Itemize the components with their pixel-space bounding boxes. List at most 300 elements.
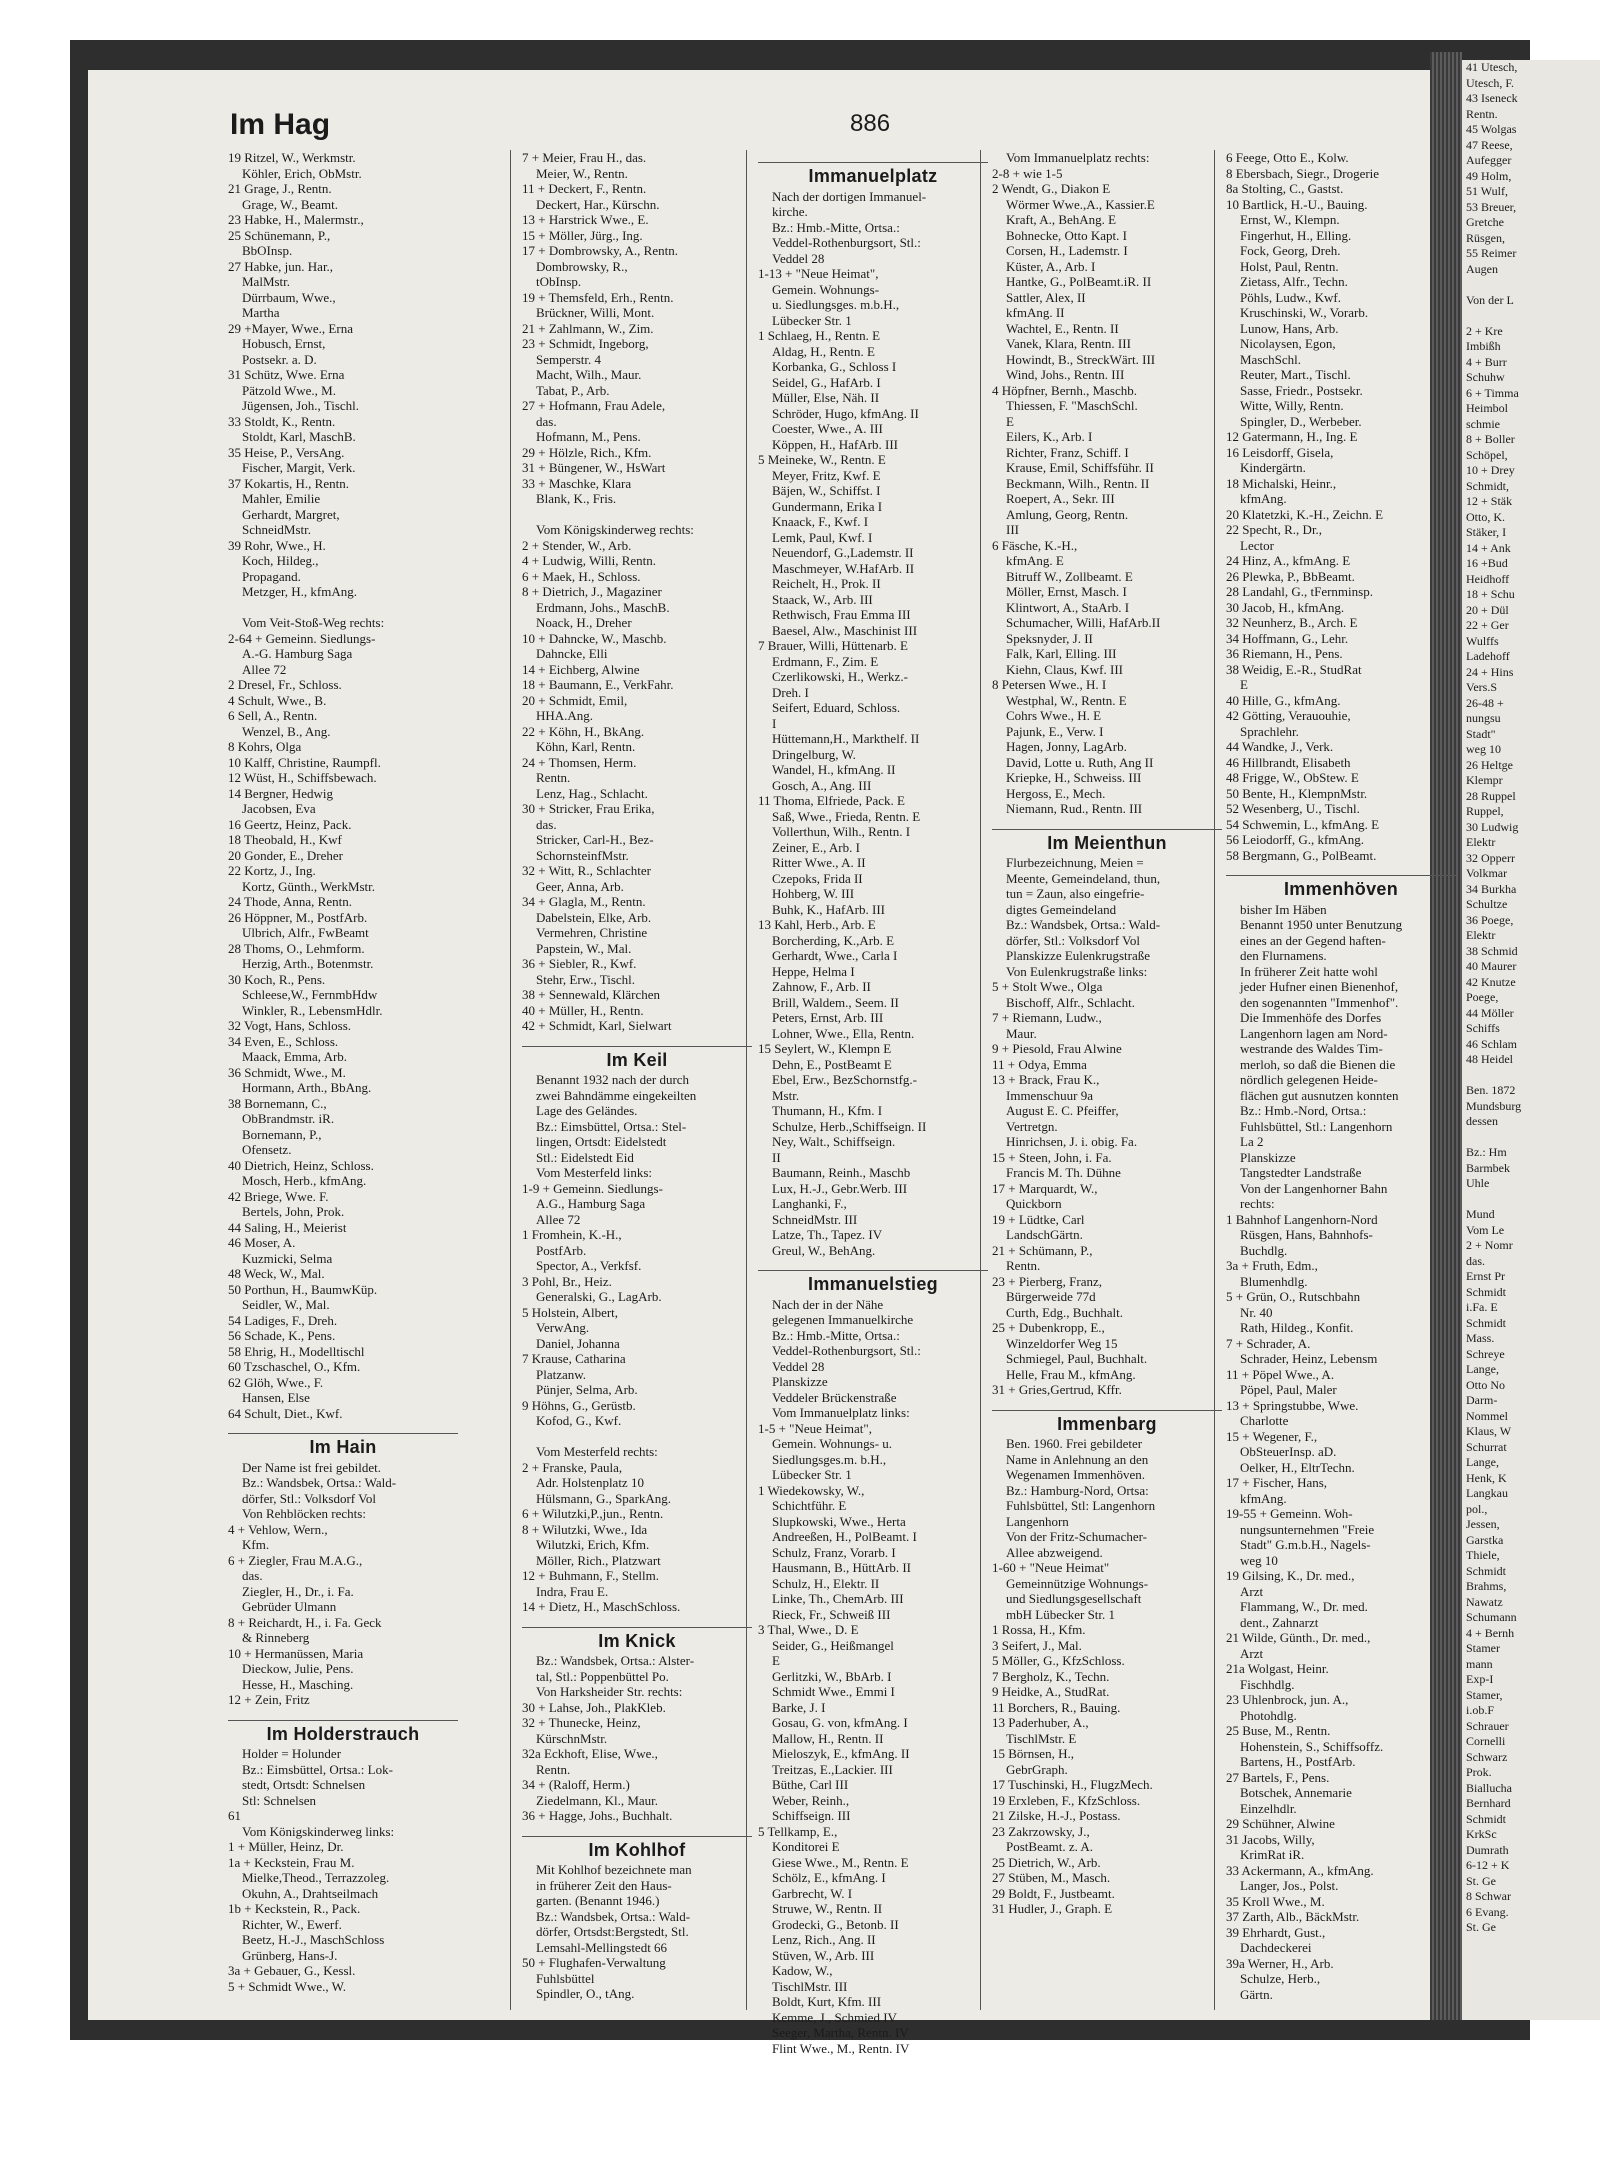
directory-entry: Weber, Reinh., [772,1792,850,1808]
directory-entry: 39 Ehrhardt, Gust., [1226,1924,1326,1940]
directory-entry: Dehn, E., PostBeamt E [772,1056,892,1072]
directory-entry: Heppe, Helma I [772,963,855,979]
next-page-fragment: pol., [1466,1501,1488,1516]
directory-entry: Vollerthun, Wilh., Rentn. I [772,824,911,839]
directory-entry: Grünberg, Hans-J. [242,1947,338,1963]
directory-entry: 44 Saling, H., Meierist [228,1219,347,1235]
directory-entry: Dürrbaum, Wwe., [242,289,336,305]
directory-entry: Holder = Holunder [242,1746,342,1761]
directory-entry: Kriepke, H., Schweiss. III [1006,770,1142,785]
directory-entry: Korbanka, G., Schloss I [772,359,897,374]
directory-entry: Spector, A., Verkfsf. [536,1258,642,1273]
directory-entry: Thumann, H., Kfm. I [772,1103,883,1118]
directory-entry: 48 Weck, W., Mal. [228,1266,325,1281]
directory-entry: Spingler, D., Werbeber. [1240,413,1362,429]
directory-entry: Kindergärtn. [1240,460,1306,475]
directory-entry: 33 Stoldt, K., Rentn. [228,413,336,429]
directory-entry: Bz.: Hmb.-Mitte, Ortsa.: [772,1327,900,1343]
directory-entry: Allee 72 [242,661,287,677]
directory-entry: Richter, Franz, Schiff. I [1006,444,1129,460]
directory-entry: Ritter Wwe., A. II [772,855,866,870]
directory-entry: Fingerhut, H., Elling. [1240,227,1352,243]
directory-entry: Hülsmann, G., SparkAng. [536,1490,672,1506]
directory-entry: Peters, Ernst, Arb. III [772,1010,884,1025]
directory-entry: 1-60 + "Neue Heimat" [992,1560,1110,1575]
column-2 [522,150,752,2010]
directory-entry: tun = Zaun, also eingefrie- [1006,886,1145,901]
directory-entry: 8 + Wilutzki, Wwe., Ida [522,1521,648,1537]
directory-entry: 54 Ladiges, F., Dreh. [228,1312,338,1328]
directory-entry: Veddel-Rothenburgsort, Stl.: [772,1343,921,1358]
directory-entry: Dabelstein, Elke, Arb. [536,909,652,925]
directory-entry: dörfer, Ortsdst:Bergstedt, Stl. [536,1924,689,1939]
directory-entry: Veddeler Brückenstraße [772,1389,897,1405]
directory-entry: Gundermann, Erika I [772,498,883,514]
next-page-fragment: i.Fa. E [1466,1300,1498,1314]
directory-entry: Veddel-Rothenburgsort, Stl.: [772,235,921,250]
next-page-fragment: Henk, K [1466,1470,1507,1485]
next-page-fragment: Schmidt [1466,1811,1507,1826]
directory-entry: E [1240,677,1248,692]
directory-entry: PostBeamt. z. A. [1006,1839,1094,1854]
directory-entry: LandschGärtn. [1006,1227,1083,1242]
next-page-fragment: 10 + Drey [1466,463,1515,477]
directory-entry: Schulze, Herb., [1240,1971,1321,1986]
directory-entry: Daniel, Johanna [536,1335,620,1351]
next-page-fragment: 44 Möller [1466,1005,1514,1020]
directory-entry: Deckert, Har., Kürschn. [536,196,660,212]
directory-entry: Botschek, Annemarie [1240,1785,1352,1800]
directory-entry: und Siedlungsgesellschaft [1006,1591,1142,1606]
next-page-fragment: 12 + Stäk [1466,494,1513,508]
next-page-fragment [1462,308,1600,324]
directory-entry: Bz.: Hmb.-Nord, Ortsa.: [1240,1103,1367,1118]
directory-entry: Corsen, H., Lademstr. I [1006,243,1128,258]
directory-entry: Mieloszyk, E., kfmAng. II [772,1746,910,1761]
directory-entry: tal, Stl.: Poppenbüttel Po. [536,1668,669,1684]
directory-entry: Einzelhdlr. [1240,1800,1297,1816]
directory-entry: Seeger, Martha, Rentn. IV [772,2025,909,2040]
directory-entry: Seider, G., Heißmangel [772,1637,894,1653]
directory-entry: lingen, Ortsdt: Eidelstedt [536,1134,667,1149]
directory-entry: 21 + Schümann, P., [992,1242,1093,1258]
next-page-fragment [1462,1130,1600,1146]
next-page-fragment: i.ob.F [1466,1703,1495,1717]
directory-entry: 36 + Siebler, R., Kwf. [522,956,637,971]
directory-entry: 4 + Vehlow, Wern., [228,1521,328,1537]
next-page-fragment: 38 Schmid [1466,943,1518,958]
directory-entry: 26 Plewka, P., BbBeamt. [1226,568,1355,584]
directory-entry: kirche. [772,204,808,219]
directory-entry: 10 + Dahncke, W., Maschb. [522,630,667,646]
directory-entry: 13 + Brack, Frau K., [992,1072,1100,1087]
directory-entry: 1 Bahnhof Langenhorn-Nord [1226,1211,1378,1227]
directory-entry: MaschSchl. [1240,351,1302,367]
next-page-fragment: Ben. 1872 [1466,1083,1516,1097]
directory-entry: Schulze, Herb.,Schiffseign. II [772,1118,927,1134]
street-heading: Im Hain [228,1433,458,1456]
directory-entry: Tangstedter Landstraße [1240,1165,1362,1180]
next-page-fragment: 2 + Nomr [1466,1238,1513,1252]
directory-entry: Küster, A., Arb. I [1006,258,1096,274]
directory-entry: 12 + Buhmann, F., Stellm. [522,1568,660,1583]
directory-entry: Lage des Geländes. [536,1103,638,1118]
page-number: 886 [850,110,891,137]
directory-entry: Siedlungsges.m. b.H., [772,1451,887,1467]
next-page-fragment: Heimbol [1466,401,1508,415]
next-page-fragment: 43 Iseneck [1466,91,1518,105]
directory-entry: Flint Wwe., M., Rentn. IV [772,2040,910,2056]
directory-entry: 61 [228,1808,241,1823]
directory-entry: 11 + Odya, Emma [992,1056,1087,1072]
directory-entry: In früherer Zeit hatte wohl [1240,963,1378,979]
directory-entry: Grage, W., Beamt. [242,196,339,212]
directory-entry: Wilutzki, Erich, Kfm. [536,1537,650,1552]
directory-entry: 17 Tuschinski, H., FlugzMech. [992,1777,1153,1792]
directory-entry: 3 Seifert, J., Mal. [992,1637,1082,1653]
directory-entry: Adr. Holstenplatz 10 [536,1475,644,1490]
directory-entry: Falk, Karl, Elling. III [1006,646,1117,661]
directory-entry: SchneidMstr. III [772,1211,858,1227]
directory-entry: 21 Wilde, Günth., Dr. med., [1226,1630,1371,1645]
street-heading: Im Kohlhof [522,1836,752,1859]
directory-entry: 56 Schade, K., Pens. [228,1328,336,1343]
next-page-fragment: 26-48 + [1466,695,1504,710]
directory-entry: 11 Thoma, Elfriede, Pack. E [758,793,905,808]
directory-entry: Pätzold Wwe., M. [242,382,336,398]
directory-entry: 8 + Dietrich, J., Magaziner [522,584,662,599]
directory-entry: merloh, so daß die Bienen die [1240,1056,1396,1072]
directory-entry: Rentn. [1006,1258,1041,1273]
directory-entry: 8 Petersen Wwe., H. I [992,677,1107,692]
directory-entry: Lübecker Str. 1 [772,312,852,328]
directory-entry: Hormann, Arth., BbAng. [242,1080,372,1095]
next-page-fragment: 4 + Burr [1466,354,1507,369]
next-page-fragment: St. Ge [1466,1920,1496,1934]
directory-entry: 2-8 + wie 1-5 [992,165,1063,181]
directory-entry: Bz.: Wandsbek, Ortsa.: Alster- [536,1653,695,1668]
directory-entry: Schölz, E., kfmAng. I [772,1870,886,1885]
next-page-fragment: Rentn. [1466,106,1498,121]
directory-entry: Stüven, W., Arb. III [772,1947,875,1963]
directory-entry: 37 Zarth, Alb., BäckMstr. [1226,1909,1360,1924]
directory-entry: 40 Dietrich, Heinz, Schloss. [228,1157,374,1173]
directory-entry: Vom Mesterfeld links: [536,1165,653,1180]
street-heading: Im Keil [522,1046,752,1069]
next-page-fragment: Mass. [1466,1331,1495,1345]
next-page-fragment: Darm- [1466,1393,1498,1407]
directory-entry: Arzt [1240,1645,1264,1661]
directory-entry: Nicolaysen, Egon, [1240,336,1336,351]
directory-entry: Hesse, H., Masching. [242,1676,354,1692]
directory-entry: 31 Hudler, J., Graph. E [992,1901,1113,1916]
directory-entry: 26 Höppner, M., PostfArb. [228,909,368,925]
directory-entry: 29 Boldt, F., Justbeamt. [992,1885,1115,1901]
directory-entry: Nach der in der Nähe [772,1296,884,1312]
next-page-fragment: Mundsburg [1466,1098,1522,1113]
directory-entry: 20 + Schmidt, Emil, [522,692,628,708]
directory-entry: Schichtführ. E [772,1498,847,1513]
directory-entry: TischlMstr. III [772,1978,848,1994]
directory-entry: nungsunternehmen "Freie [1240,1521,1375,1537]
directory-entry: zwei Bahndämme eingekeilten [536,1087,697,1103]
directory-entry: Semperstr. 4 [536,351,601,367]
directory-entry: Kemme, J., Schmied IV [772,2009,897,2025]
directory-entry: Erdmann, Johs., MaschB. [536,599,670,615]
next-page-fragment: St. Ge [1466,1873,1496,1888]
next-page-fragment: Schrauer [1466,1718,1509,1733]
next-page-fragment: Poege, [1466,990,1499,1004]
directory-entry: Schmidt Wwe., Emmi I [772,1684,895,1699]
directory-entry: 3a + Gebauer, G., Kessl. [228,1963,356,1978]
directory-entry: 21 + Zahlmann, W., Zim. [522,320,654,336]
directory-entry: 19 + Lüdtke, Carl [992,1211,1085,1227]
directory-entry: Hansen, Else [242,1390,310,1405]
directory-entry: 18 Theobald, H., Kwf [228,832,342,847]
directory-entry: 4 Höpfner, Bernh., Maschb. [992,382,1137,398]
next-page-fragment: 6 + Timma [1466,385,1519,400]
directory-entry: 25 Dietrich, W., Arb. [992,1854,1101,1870]
next-page-fragment: Otto No [1466,1377,1505,1392]
directory-entry: Treitzas, E.,Lackier. III [772,1761,893,1777]
directory-entry: Mielke,Theod., Terrazzoleg. [242,1870,390,1885]
directory-entry: Bertels, John, Prok. [242,1204,345,1219]
directory-entry: Lemsahl-Mellingstedt 66 [536,1939,668,1955]
directory-entry: Kadow, W., [772,1963,833,1978]
directory-entry: Mit Kohlhof bezeichnete man [536,1862,692,1877]
directory-entry: 10 Bartlick, H.-U., Bauing. [1226,196,1368,212]
directory-entry: Gemein. Wohnungs- u. [772,1436,893,1451]
directory-entry: nördlich gelegenen Heide- [1240,1072,1378,1087]
street-heading: Immanuelplatz [758,162,988,185]
directory-entry: 30 + Stricker, Frau Erika, [522,801,655,816]
directory-entry: 35 Heise, P., VersAng. [228,444,345,460]
directory-entry: Lemk, Paul, Kwf. I [772,529,873,545]
directory-entry: 7 Krause, Catharina [522,1351,626,1366]
next-page-fragment: 20 + Dül [1466,602,1509,617]
directory-entry: Bz.: Eimsbüttel, Ortsa.: Lok- [242,1761,393,1777]
directory-entry: Oelker, H., EltrTechn. [1240,1459,1355,1475]
directory-entry: Zietass, Alfr., Techn. [1240,274,1348,289]
directory-entry: 9 Höhns, G., Gerüstb. [522,1397,636,1413]
directory-entry: dörfer, Stl.: Volksdorf Vol [1006,932,1140,948]
directory-entry: Maschmeyer, W.HafArb. II [772,560,915,576]
directory-entry: Macht, Wilh., Maur. [536,367,642,382]
directory-entry: kfmAng. E [1006,553,1064,568]
directory-entry: Bischoff, Alfr., Schlacht. [1006,994,1136,1010]
directory-entry: 50 Porthun, H., BaumwKüp. [228,1281,378,1297]
directory-entry: Schulz, H., Elektr. II [772,1575,880,1591]
directory-entry: 15 Börnsen, H., [992,1746,1074,1761]
directory-entry: 21a Wolgast, Heinr. [1226,1661,1329,1676]
directory-entry: Köhler, Erich, ObMstr. [242,165,362,181]
directory-entry: 1-13 + "Neue Heimat", [758,266,879,281]
directory-entry: Geer, Anna, Arb. [536,878,624,894]
next-page-fragment: Langkau [1466,1486,1508,1500]
directory-entry: 19 Ritzel, W., Werkmstr. [228,150,356,165]
next-page-fragment: nungsu [1466,711,1501,725]
directory-entry: Rentn. [536,1761,571,1777]
directory-entry: in früherer Zeit den Haus- [536,1877,672,1893]
directory-entry: Krause, Emil, Schiffsführ. II [1006,460,1154,475]
directory-entry: Hantke, G., PolBeamt.iR. II [1006,274,1152,289]
directory-entry: Gemein. Wohnungs- [772,281,880,297]
directory-entry: Kuzmicki, Selma [242,1250,333,1266]
directory-entry: Fuhlsbüttel, Stl: Langenhorn [1006,1498,1156,1513]
directory-entry: kfmAng. [1240,1490,1287,1506]
directory-entry: 2 Dresel, Fr., Schloss. [228,677,342,692]
directory-entry: 6 Feege, Otto E., Kolw. [1226,150,1349,165]
directory-entry: Die Immenhöfe des Dorfes [1240,1010,1382,1025]
directory-entry: 30 + Lahse, Joh., PlakKleb. [522,1699,666,1715]
directory-entry: Okuhn, A., Drahtseilmach [242,1885,379,1901]
directory-entry: Czerlikowski, H., Werkz.- [772,669,908,684]
directory-entry: Rath, Hildeg., Konfit. [1240,1320,1354,1335]
directory-entry: 34 + Glagla, M., Rentn. [522,894,646,909]
directory-entry: gelegenen Immanuelkirche [772,1312,914,1327]
directory-entry: Witte, Willy, Rentn. [1240,398,1344,413]
directory-entry: Ney, Walt., Schiffseign. [772,1134,896,1149]
directory-entry: Noack, H., Dreher [536,615,632,630]
directory-entry: 6 + Wilutzki,P.,jun., Rentn. [522,1506,664,1521]
directory-entry: Kfm. [242,1537,270,1552]
directory-entry: Herzig, Arth., Botenmstr. [242,956,374,971]
next-page-fragment: Gretche [1466,215,1504,229]
directory-entry: Boldt, Kurt, Kfm. III [772,1994,882,2009]
directory-entry: Fock, Georg, Dreh. [1240,243,1341,258]
directory-entry: 23 Zakrzowsky, J., [992,1823,1090,1839]
directory-entry: Buchdlg. [1240,1242,1288,1258]
directory-entry: Kruschinski, W., Vorarb. [1240,305,1369,320]
directory-entry: Von Rehblöcken rechts: [242,1506,366,1521]
directory-entry: tObInsp. [536,274,582,289]
directory-entry: GebrGraph. [1006,1761,1068,1777]
directory-entry: Rethwisch, Frau Emma III [772,607,911,622]
directory-entry: Holst, Paul, Rentn. [1240,258,1339,274]
directory-entry: Erdmann, F., Zim. E [772,653,879,669]
directory-entry: Gerhardt, Margret, [242,506,340,522]
directory-entry: Planskizze [772,1374,828,1389]
directory-entry: Fischer, Margit, Verk. [242,460,356,475]
directory-entry: SchneidMstr. [242,522,311,537]
directory-entry: Allee 72 [536,1211,581,1227]
directory-entry: 5 + Schmidt Wwe., W. [228,1978,346,1994]
directory-entry: 19 Gilsing, K., Dr. med., [1226,1568,1355,1583]
directory-entry: Stehr, Erw., Tischl. [536,971,636,987]
directory-entry: 6 + Ziegler, Frau M.A.G., [228,1552,363,1568]
directory-entry: Richter, W., Ewerf. [242,1916,342,1932]
directory-entry: Hofmann, M., Pens. [536,429,641,444]
directory-entry: 8 + Reichardt, H., i. Fa. Geck [228,1614,382,1630]
next-page-fragment: dessen [1466,1114,1498,1128]
next-page-fragment: Von der L [1466,292,1514,307]
directory-entry: 2 + Stender, W., Arb. [522,537,632,553]
column-rule [980,150,981,2010]
directory-entry: Helle, Frau M., kfmAng. [1006,1366,1136,1382]
next-page-fragment: Schwarz [1466,1749,1508,1764]
directory-entry: August E. C. Pfeiffer, [1006,1103,1119,1118]
directory-entry: Köppen, H., HafArb. III [772,436,898,452]
directory-entry: 17 + Dombrowsky, A., Rentn. [522,243,678,258]
directory-entry: Bz.: Eimsbüttel, Ortsa.: Stel- [536,1118,687,1134]
directory-entry: 12 Wüst, H., Schiffsbewach. [228,770,377,785]
next-page-fragment: Elektr [1466,928,1496,942]
directory-entry: Metzger, H., kfmAng. [242,584,358,599]
directory-entry: 33 Ackermann, A., kfmAng. [1226,1862,1374,1878]
next-page-fragment: Utesch, F. [1466,75,1515,90]
next-page-fragment: Imbißh [1466,339,1501,353]
directory-entry: Blank, K., Fris. [536,491,617,506]
next-page-fragment: Cornelli [1466,1734,1506,1748]
directory-entry: Bitruff W., Zollbeamt. E [1006,568,1133,584]
directory-entry: Ebel, Erw., BezSchornstfg.- [772,1072,918,1087]
directory-entry: 32 Neunherz, B., Arch. E [1226,615,1358,630]
directory-entry: ObBrandmstr. iR. [242,1111,335,1126]
directory-entry: 16 Geertz, Heinz, Pack. [228,816,352,832]
directory-entry: 48 Frigge, W., ObStew. E [1226,770,1359,785]
directory-entry: Postsekr. a. D. [242,351,317,367]
directory-entry: 38 + Sennewald, Klärchen [522,987,661,1002]
directory-entry: 13 + Harstrick Wwe., E. [522,212,649,227]
directory-entry: Beetz, H.-J., MaschSchloss [242,1932,385,1947]
next-page-fragment: 28 Ruppel [1466,788,1516,803]
directory-entry: Lenz, Rich., Ang. II [772,1932,876,1947]
directory-entry: Charlotte [1240,1413,1289,1428]
directory-entry: Rentn. [536,770,571,785]
directory-entry: Bäjen, W., Schiffst. I [772,483,881,498]
directory-entry: Brill, Waldem., Seem. II [772,994,899,1010]
directory-entry: jeder Hufner einen Bienenhof, [1240,979,1399,994]
directory-entry: Vertretgn. [1006,1118,1058,1134]
next-page-fragment: Schmidt [1466,1315,1507,1330]
directory-entry: ObSteuerInsp. aD. [1240,1444,1337,1459]
next-page-fragment: Otto, K. [1466,509,1505,524]
directory-entry: 11 Borchers, R., Bauing. [992,1699,1121,1715]
directory-entry: Giese Wwe., M., Rentn. E [772,1854,909,1870]
directory-entry: 64 Schult, Diet., Kwf. [228,1405,343,1421]
directory-entry: 8a Stolting, C., Gastst. [1226,181,1344,196]
directory-entry: Pöhls, Ludw., Kwf. [1240,289,1341,305]
directory-entry: Arzt [1240,1583,1264,1599]
directory-entry: 60 Tzschaschel, O., Kfm. [228,1359,361,1374]
directory-entry: 1b + Keckstein, R., Pack. [228,1901,361,1916]
directory-entry: A.-G. Hamburg Saga [242,646,353,661]
directory-entry: 5 Tellkamp, E., [758,1823,838,1839]
directory-entry: 19-55 + Gemeinn. Woh- [1226,1506,1353,1521]
directory-entry: 5 Meineke, W., Rentn. E [758,452,886,467]
next-page-fragment: KrkSc [1466,1827,1497,1841]
directory-entry: Aldag, H., Rentn. E [772,343,875,359]
directory-entry: Hergoss, E., Mech. [1006,785,1106,801]
directory-entry: Knaack, F., Kwf. I [772,514,869,529]
directory-entry: Barke, J. I [772,1699,826,1715]
directory-entry: Ziedelmann, Kl., Maur. [536,1792,659,1808]
directory-entry: garten. (Benannt 1946.) [536,1893,660,1908]
next-page-fragment: Biallucha [1466,1780,1512,1795]
directory-entry: Wörmer Wwe.,A., Kassier.E [1006,196,1155,212]
directory-entry: 5 + Grün, O., Rutschbahn [1226,1289,1361,1304]
directory-entry: Vom Immanuelplatz rechts: [1006,150,1150,165]
directory-entry: 42 + Schmidt, Karl, Sielwart [522,1018,672,1033]
column-1 [228,150,458,2010]
directory-entry: Hohenstein, S., Schiffsoffz. [1240,1738,1384,1754]
directory-entry: 22 Specht, R., Dr., [1226,522,1323,537]
street-heading: Im Holderstrauch [228,1720,458,1743]
directory-entry: 21 Grage, J., Rentn. [228,181,332,196]
directory-entry: III [1006,522,1019,537]
next-page-fragment: Barmbek [1466,1160,1510,1175]
directory-entry: 15 + Wegener, F., [1226,1428,1318,1444]
